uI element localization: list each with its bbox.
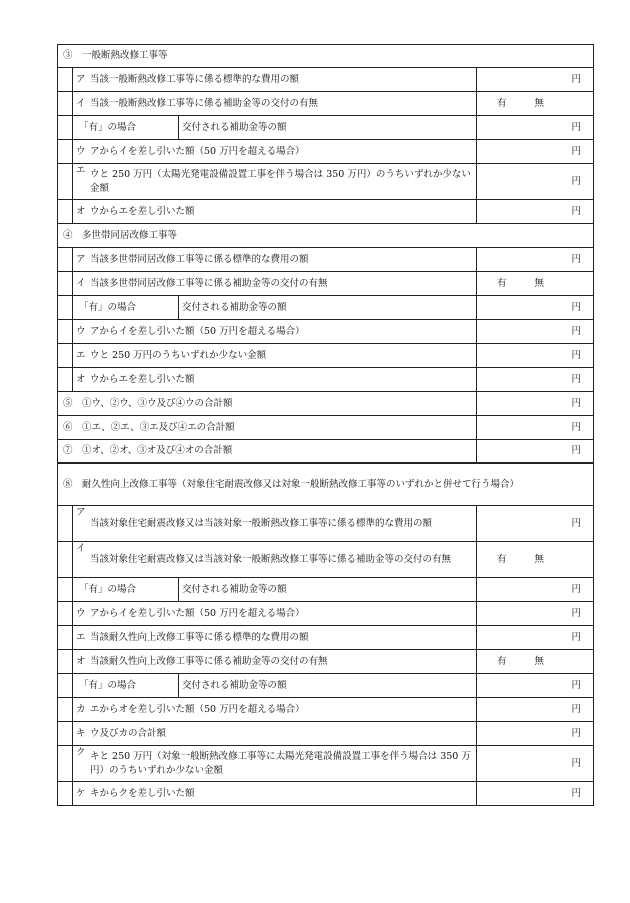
yes-option[interactable]: 有 bbox=[497, 97, 507, 109]
yes-option[interactable]: 有 bbox=[497, 553, 507, 565]
s3-row-u: ウ アからイを差し引いた額（50 万円を超える場合） 円 bbox=[57, 140, 594, 164]
s4-a-amount-field[interactable]: 円 bbox=[476, 248, 593, 271]
s8-i-label: 当該対象住宅耐震改修又は当該対象一般断熱改修工事等に係る補助金等の交付の有無 bbox=[90, 553, 452, 565]
s3-u-amount-field[interactable]: 円 bbox=[476, 140, 593, 163]
section-3-header bbox=[57, 44, 594, 68]
s3-row-o: オ ウからエを差し引いた額 円 bbox=[57, 200, 594, 224]
section-4-title: ④ 多世帯同居改修工事等 bbox=[63, 229, 178, 241]
s8-e-amount-field[interactable]: 円 bbox=[476, 626, 593, 649]
section-8-title: ⑧ 耐久性向上改修工事等（対象住宅耐震改修又は対象一般断熱改修工事等のいずれかと併せて行う場合） bbox=[63, 478, 520, 490]
s8-o-yes-no[interactable] bbox=[476, 650, 593, 673]
s4-i-yes-no[interactable] bbox=[476, 272, 593, 295]
s8-o-label: 当該耐久性向上改修工事等に係る補助金等の交付の有無 bbox=[90, 655, 328, 667]
s4-row-o: オ ウからエを差し引いた額 円 bbox=[57, 368, 594, 392]
s4-i-label: 当該多世帯同居改修工事等に係る補助金等の交付の有無 bbox=[90, 277, 328, 289]
s8-row-u: ウ アからイを差し引いた額（50 万円を超える場合） 円 bbox=[57, 602, 594, 626]
section-5-label: ⑤ ①ウ、②ウ、③ウ及び④ウの合計額 bbox=[63, 397, 233, 409]
s8-ku-label: キと 250 万円（対象一般断熱改修工事等に太陽光発電設備設置工事を伴う場合は 350 万円）のうちいずれか少ない金額 bbox=[90, 750, 471, 776]
s3-a-label: 当該一般断熱改修工事等に係る標準的な費用の額 bbox=[90, 73, 300, 85]
s3-e-amount-field[interactable]: 円 bbox=[476, 164, 593, 199]
s3-e-label: ウと 250 万円（太陽光発電設備設置工事を伴う場合は 350 万円）のうちいずれか少ない金額 bbox=[90, 168, 471, 194]
s4-a-label: 当該多世帯同居改修工事等に係る標準的な費用の額 bbox=[90, 253, 309, 265]
s4-row-a: ア 当該多世帯同居改修工事等に係る標準的な費用の額 円 bbox=[57, 248, 594, 272]
s4-u-label: アからイを差し引いた額（50 万円を超える場合） bbox=[90, 325, 305, 337]
section-6-total bbox=[57, 416, 594, 440]
section-4-header bbox=[57, 224, 594, 248]
s8-row-ka: カ エからオを差し引いた額（50 万円を超える場合） 円 bbox=[57, 698, 594, 722]
s5-amount-field[interactable]: 円 bbox=[476, 392, 593, 415]
deduction-form bbox=[57, 44, 594, 806]
s4-row-e: エ ウと 250 万円のうちいずれか少ない金額 円 bbox=[57, 344, 594, 368]
s8-i-yes-no[interactable] bbox=[476, 542, 593, 577]
s3-a-amount-field[interactable]: 円 bbox=[476, 68, 593, 91]
s8-o-subsidy-amount-field[interactable]: 円 bbox=[476, 674, 593, 697]
s8-row-ke: ケ キからクを差し引いた額 円 bbox=[57, 782, 594, 806]
s3-row-i: イ 当該一般断熱改修工事等に係る補助金等の交付の有無 有 無 bbox=[57, 92, 594, 116]
s8-row-o-subsidy: 「有」の場合 交付される補助金等の額 円 bbox=[57, 674, 594, 698]
s3-o-amount-field[interactable]: 円 bbox=[476, 200, 593, 223]
s8-row-ki: キ ウ及びカの合計額 円 bbox=[57, 722, 594, 746]
s8-a-amount-field[interactable]: 円 bbox=[476, 506, 593, 541]
section-7-total bbox=[57, 440, 594, 464]
s8-row-ku: ク キと 250 万円（対象一般断熱改修工事等に太陽光発電設備設置工事を伴う場合は 350 万円）のうちいずれか少ない金額 円 bbox=[57, 746, 594, 782]
s3-i-yes-no[interactable] bbox=[476, 92, 593, 115]
s4-e-amount-field[interactable]: 円 bbox=[476, 344, 593, 367]
s4-subsidy-amount-field[interactable]: 円 bbox=[476, 296, 593, 319]
s3-i-label: 当該一般断熱改修工事等に係る補助金等の交付の有無 bbox=[90, 97, 319, 109]
s8-i-subsidy-amount-field[interactable]: 円 bbox=[476, 578, 593, 601]
s7-amount-field[interactable]: 円 bbox=[476, 440, 593, 462]
s3-subsidy-amount-field[interactable]: 円 bbox=[476, 116, 593, 139]
s8-row-e: エ 当該耐久性向上改修工事等に係る標準的な費用の額 円 bbox=[57, 626, 594, 650]
s3-row-e: エ ウと 250 万円（太陽光発電設備設置工事を伴う場合は 350 万円）のうちいずれか少ない金額 円 bbox=[57, 164, 594, 200]
s8-u-amount-field[interactable]: 円 bbox=[476, 602, 593, 625]
s8-row-a: ア 当該対象住宅耐震改修又は当該対象一般断熱改修工事等に係る標準的な費用の額 円 bbox=[57, 506, 594, 542]
s3-u-label: アからイを差し引いた額（50 万円を超える場合） bbox=[90, 145, 305, 157]
s4-o-amount-field[interactable]: 円 bbox=[476, 368, 593, 391]
s3-row-a: ア 当該一般断熱改修工事等に係る標準的な費用の額 円 bbox=[57, 68, 594, 92]
yes-option[interactable]: 有 bbox=[497, 655, 507, 667]
s8-ki-amount-field[interactable]: 円 bbox=[476, 722, 593, 745]
s3-row-i-subsidy: 「有」の場合 交付される補助金等の額 円 bbox=[57, 116, 594, 140]
no-option[interactable]: 無 bbox=[534, 277, 545, 289]
s4-e-label: ウと 250 万円のうちいずれか少ない金額 bbox=[90, 349, 267, 361]
s3-o-label: ウからエを差し引いた額 bbox=[90, 205, 195, 217]
section-6-label: ⑥ ①エ、②エ、③エ及び④エの合計額 bbox=[63, 421, 235, 433]
s4-u-amount-field[interactable]: 円 bbox=[476, 320, 593, 343]
yes-option[interactable]: 有 bbox=[497, 277, 507, 289]
s8-ku-amount-field[interactable]: 円 bbox=[476, 746, 593, 781]
no-option[interactable]: 無 bbox=[534, 655, 545, 667]
s8-ke-label: キからクを差し引いた額 bbox=[90, 787, 195, 799]
s8-ke-amount-field[interactable]: 円 bbox=[476, 782, 593, 805]
s8-u-label: アからイを差し引いた額（50 万円を超える場合） bbox=[90, 607, 305, 619]
s4-row-i-subsidy: 「有」の場合 交付される補助金等の額 円 bbox=[57, 296, 594, 320]
s4-row-u: ウ アからイを差し引いた額（50 万円を超える場合） 円 bbox=[57, 320, 594, 344]
s4-o-label: ウからエを差し引いた額 bbox=[90, 373, 195, 385]
s8-row-o: オ 当該耐久性向上改修工事等に係る補助金等の交付の有無 有 無 bbox=[57, 650, 594, 674]
s6-amount-field[interactable]: 円 bbox=[476, 416, 593, 439]
s8-ki-label: ウ及びカの合計額 bbox=[90, 727, 167, 739]
s8-ka-label: エからオを差し引いた額（50 万円を超える場合） bbox=[90, 703, 305, 715]
s8-e-label: 当該耐久性向上改修工事等に係る標準的な費用の額 bbox=[90, 631, 309, 643]
section-3-title: ③ 一般断熱改修工事等 bbox=[63, 50, 168, 61]
s8-row-i: イ 当該対象住宅耐震改修又は当該対象一般断熱改修工事等に係る補助金等の交付の有無 有 無 bbox=[57, 542, 594, 578]
section-8-header bbox=[57, 464, 594, 506]
s8-ka-amount-field[interactable]: 円 bbox=[476, 698, 593, 721]
s8-a-label: 当該対象住宅耐震改修又は当該対象一般断熱改修工事等に係る標準的な費用の額 bbox=[90, 517, 433, 529]
section-7-label: ⑦ ①オ、②オ、③オ及び④オの合計額 bbox=[63, 445, 233, 456]
no-option[interactable]: 無 bbox=[534, 553, 545, 565]
no-option[interactable]: 無 bbox=[534, 97, 545, 109]
s8-row-i-subsidy: 「有」の場合 交付される補助金等の額 円 bbox=[57, 578, 594, 602]
s4-row-i: イ 当該多世帯同居改修工事等に係る補助金等の交付の有無 有 無 bbox=[57, 272, 594, 296]
section-5-total bbox=[57, 392, 594, 416]
